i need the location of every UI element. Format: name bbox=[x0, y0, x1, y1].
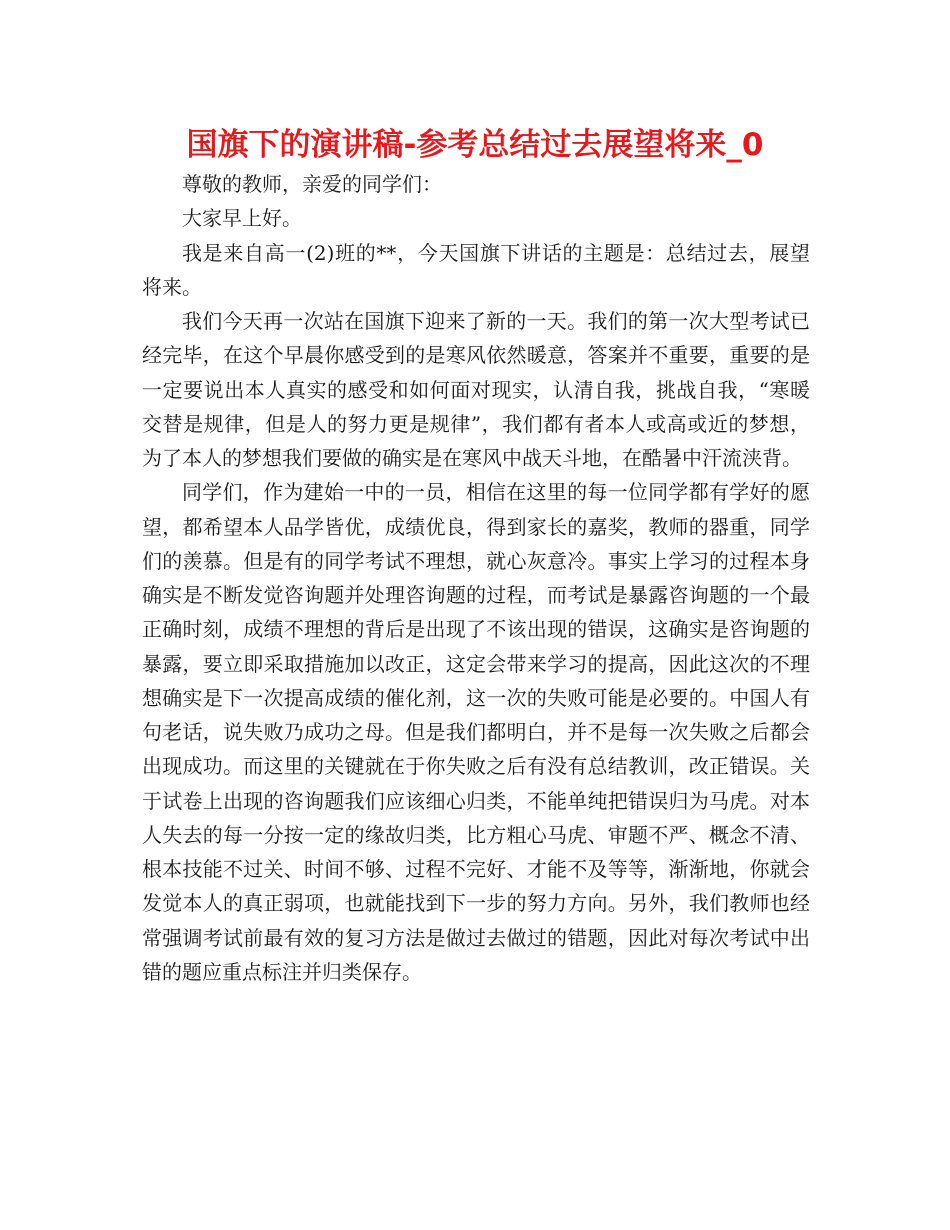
greeting-paragraph: 大家早上好。 bbox=[182, 206, 302, 231]
document-body bbox=[142, 167, 810, 989]
intro-paragraph: 我是来自高一(2)班的**，今天国旗下讲话的主题是：总结过去，展望将来。 bbox=[142, 240, 810, 299]
body-paragraph: 同学们，作为建始一中的一员，相信在这里的每一位同学都有学好的愿望，都希望本人品学皆优，成绩优良，得到家长的嘉奖，教师的器重，同学们的羡慕。但是有的同学考试不理想，就心灰意冷。事实上学习的过程本身确实是不断发觉咨询题并处理咨询题的过程，而考试是暴露咨询题的一个最正确时刻，成绩不理想的背后是出现了不该出现的错误，这确实是咨询题的暴露，要立即采取措施加以改正，这定会带来学习的提高，因此这次的不理想确实是下一次提高成绩的催化剂，这一次的失败可能是必要的。中国人有句老话，说失败乃成功之母。但是我们都明白，并不是每一次失败之后都会出现成功。而这里的关键就在于你失败之后有没有总结教训，改正错误。关于试卷上出现的咨询题我们应该细心归类，不能单纯把错误归为马虎。对本人失去的每一分按一定的缘故归类，比方粗心马虎、审题不严、概念不清、根本技能不过关、时间不够、过程不完好、才能不及等等，渐渐地，你就会发觉本人的真正弱项，也就能找到下一步的努力方向。另外，我们教师也经常强调考试前最有效的复习方法是做过去做过的错题，因此对每次考试中出错的题应重点标注并归类保存。 bbox=[142, 480, 810, 984]
document-title: 国旗下的演讲稿-参考总结过去展望将来_0 bbox=[186, 127, 764, 163]
salutation-paragraph: 尊敬的教师，亲爱的同学们： bbox=[182, 172, 442, 196]
body-paragraph: 我们今天再一次站在国旗下迎来了新的一天。我们的第一次大型考试已经完毕，在这个早晨你感受到的是寒风依然暖意，答案并不重要，重要的是一定要说出本人真实的感受和如何面对现实，认清自我，挑战自我，“寒暖交替是规律，但是人的努力更是规律”，我们都有者本人或高或近的梦想，为了本人的梦想我们要做的确实是在寒风中战天斗地，在酷暑中汗流浃背。 bbox=[142, 309, 810, 470]
